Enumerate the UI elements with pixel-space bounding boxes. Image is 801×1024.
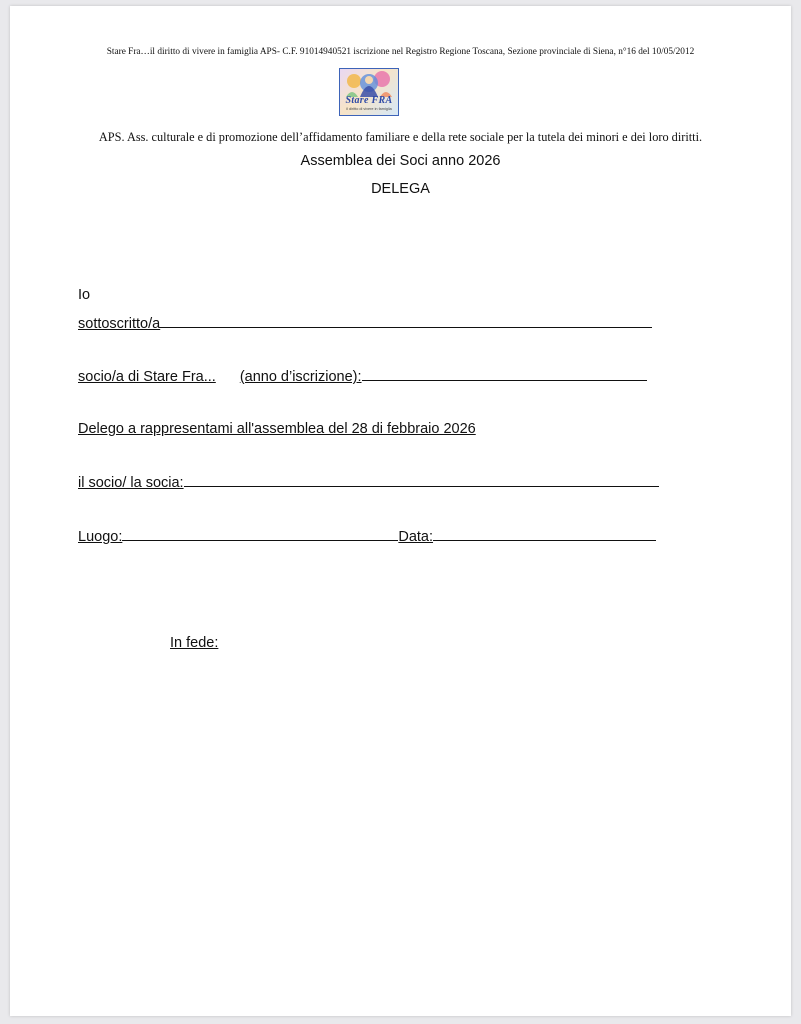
association-description: APS. Ass. culturale e di promozione dell’affidamento familiare e della rete sociale per la tutela dei minori e dei loro diritti. [98, 130, 703, 144]
logo-subtitle: il diritto di vivere in famiglia [346, 107, 392, 111]
assembly-title: Assemblea dei Soci anno 2026 [300, 153, 501, 169]
luogo-label: Luogo: [78, 529, 123, 545]
socio-row [78, 368, 647, 386]
anno-iscrizione-blank-field[interactable] [362, 368, 647, 381]
document-page [10, 6, 791, 1016]
in-fede-label: In fede: [170, 635, 219, 651]
association-logo [339, 68, 399, 116]
logo-title: Stare FRA [345, 95, 393, 106]
io-label: Io [78, 287, 91, 303]
delego-statement: Delego a rappresentami all'assemblea del 28 di febbraio 2026 [78, 421, 476, 437]
socio-label: socio/a di Stare Fra... [78, 369, 216, 385]
sottoscritto-label: sottoscritto/a [78, 316, 161, 332]
socia-label: il socio/ la socia: [78, 475, 184, 491]
sottoscritto-blank-field[interactable] [160, 315, 652, 328]
luogo-data-row [78, 528, 656, 546]
luogo-blank-field[interactable] [122, 528, 398, 541]
socia-blank-field[interactable] [184, 474, 659, 487]
socia-row [78, 474, 659, 492]
legal-header-line: Stare Fra…il diritto di vivere in famiglia APS- C.F. 91014940521 iscrizione nel Registro Regione Toscana, Sezione provinciale di Siena, n°16 del 10/05/2012 [106, 47, 695, 57]
anno-iscrizione-label: (anno d’iscrizione): [239, 369, 362, 385]
delega-title: DELEGA [371, 181, 430, 197]
sottoscritto-row [78, 315, 652, 333]
data-blank-field[interactable] [433, 528, 656, 541]
data-label: Data: [398, 529, 434, 545]
